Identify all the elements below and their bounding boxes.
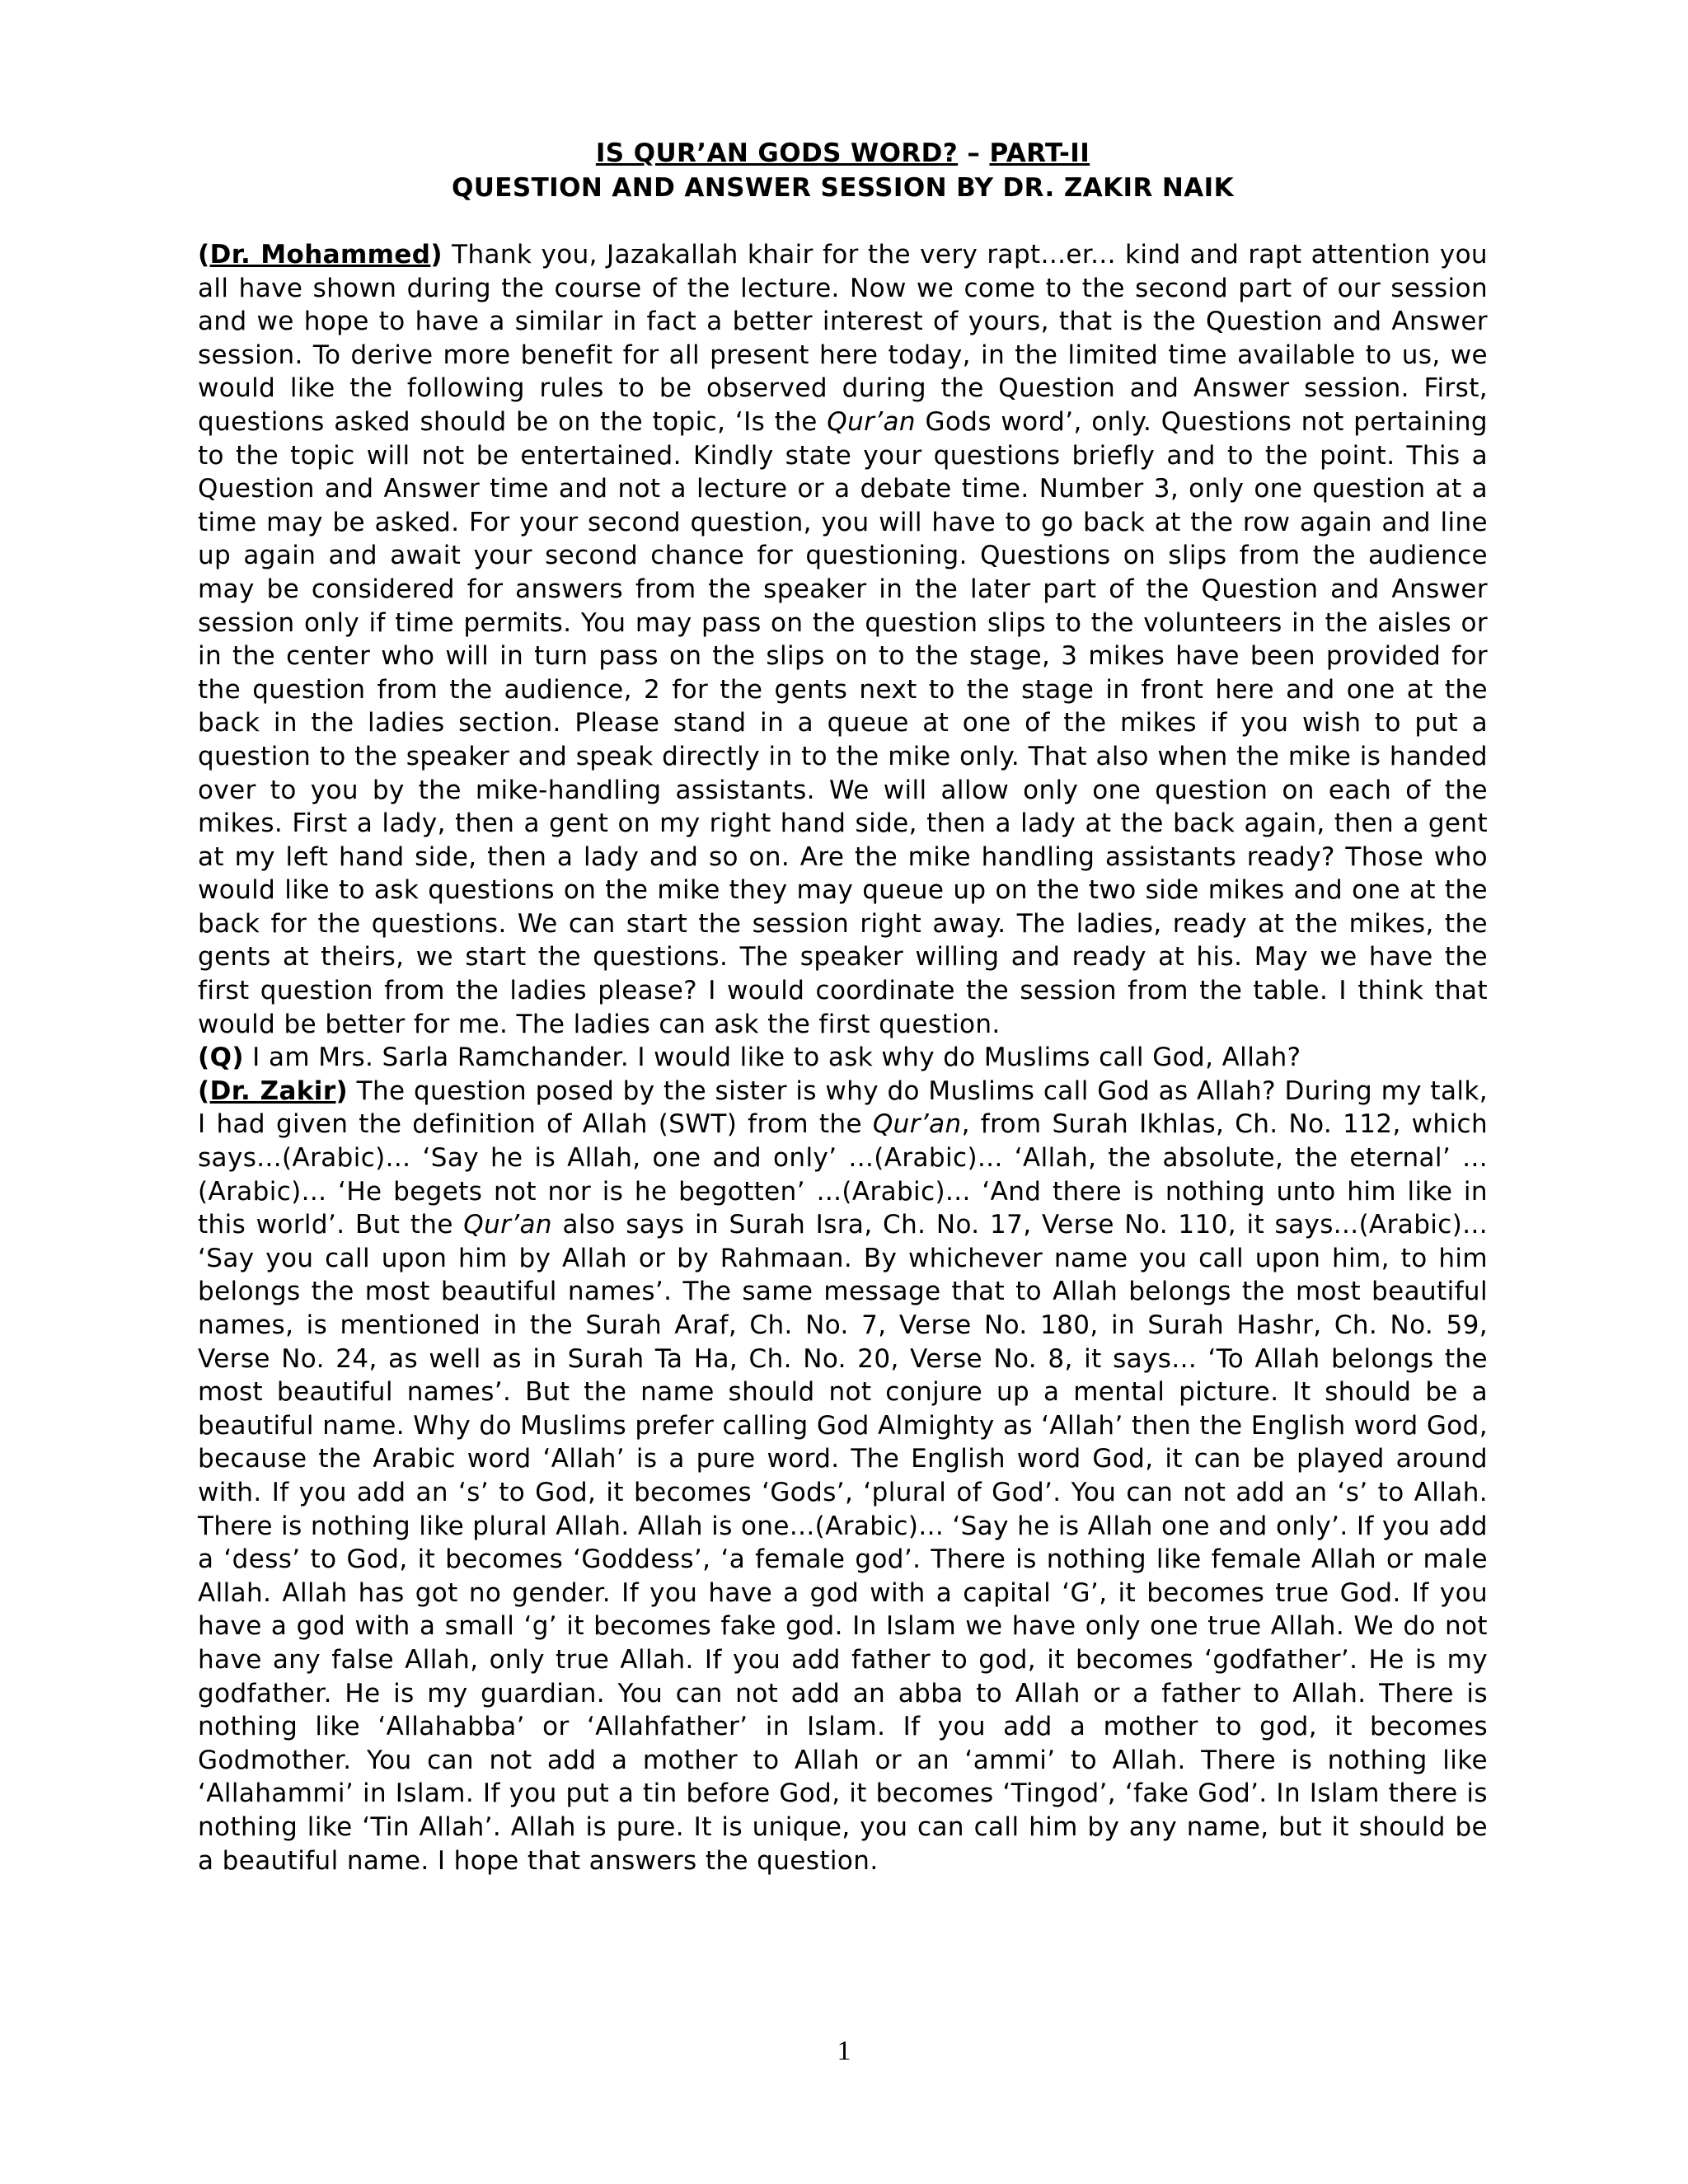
- document-page: [198, 136, 1488, 1877]
- title-part: PART-II: [989, 138, 1090, 168]
- page-number: 1: [837, 2036, 851, 2066]
- paragraph-dr-zakir: [198, 1075, 1488, 1877]
- speaker-open-paren: (: [198, 1076, 210, 1106]
- speaker-label: [198, 1076, 348, 1106]
- title-separator: –: [958, 138, 990, 168]
- paragraph-question: [198, 1041, 1488, 1075]
- paragraph-italic: Qur’an: [872, 1109, 962, 1140]
- paragraph-text: , from Surah Ikhlas, Ch. No. 112, which says...(Arabic)... ‘Say he is Allah, one and only’ ...(Arabic)... ‘Allah, the absolute, the eternal’ ...(Arabic)... ‘He begets not nor is he begotten’ ...(Arabic)... ‘And there is nothing unto him like in this world’. But the: [198, 1109, 1488, 1240]
- speaker-name: Dr. Mohammed: [209, 240, 431, 269]
- title-main: IS QUR’AN GODS WORD?: [595, 138, 959, 168]
- speaker-label: [198, 240, 443, 269]
- paragraph-italic: Qur’an: [827, 406, 916, 437]
- speaker-close-paren: ): [430, 240, 443, 269]
- paragraph-text: I am Mrs. Sarla Ramchander. I would like to ask why do Muslims call God, Allah?: [243, 1043, 1301, 1073]
- speaker-name: Dr. Zakir: [209, 1076, 336, 1106]
- paragraph-text: Thank you, Jazakallah khair for the very rapt...er... kind and rapt attention you all have shown during the course of the lecture. Now we come to the second part of our session and we hope to have a similar in fact a better interest of yours, that is the Question and Answer session. To derive more benefit for all present here today, in the limited time available to us, we would like the following rules to be observed during the Question and Answer session. First, questions asked should be on the topic, ‘Is the: [198, 240, 1488, 437]
- paragraph-dr-mohammed: [198, 238, 1488, 1041]
- title-line-1: [198, 136, 1488, 171]
- speaker-open-paren: (: [198, 240, 210, 269]
- document-title: [198, 136, 1488, 205]
- title-line-2: QUESTION AND ANSWER SESSION BY DR. ZAKIR NAIK: [451, 173, 1235, 203]
- paragraph-text: also says in Surah Isra, Ch. No. 17, Verse No. 110, it says...(Arabic)... ‘Say you call upon him by Allah or by Rahmaan. By whichever name you call upon him, to him belongs the most beautiful names’. The same message that to Allah belongs the most beautiful names, is mentioned in the Surah Araf, Ch. No. 7, Verse No. 180, in Surah Hashr, Ch. No. 59, Verse No. 24, as well as in Surah Ta Ha, Ch. No. 20, Verse No. 8, it says... ‘To Allah belongs the most beautiful names’. But the name should not conjure up a mental picture. It should be a beautiful name. Why do Muslims prefer calling God Almighty as ‘Allah’ then the English word God, because the Arabic word ‘Allah’ is a pure word. The English word God, it can be played around with. If you add an ‘s’ to God, it becomes ‘Gods’, ‘plural of God’. You can not add an ‘s’ to Allah. There is nothing like plural Allah. Allah is one...(Arabic)... ‘Say he is Allah one and only’. If you add a ‘dess’ to God, it becomes ‘Goddess’, ‘a female god’. There is nothing like female Allah or male Allah. Allah has got no gender. If you have a god with a capital ‘G’, it becomes true God. If you have a god with a small ‘g’ it becomes fake god. In Islam we have only one true Allah. We do not have any false Allah, only true Allah. If you add father to god, it becomes ‘godfather’. He is my godfather. He is my guardian. You can not add an abba to Allah or a father to Allah. There is nothing like ‘Allahabba’ or ‘Allahfather’ in Islam. If you add a mother to god, it becomes Godmother. You can not add a mother to Allah or an ‘ammi’ to Allah. There is nothing like ‘Allahammi’ in Islam. If you put a tin before God, it becomes ‘Tingod’, ‘fake God’. In Islam there is nothing like ‘Tin Allah’. Allah is pure. It is unique, you can call him by any name, but it should be a beautiful name. I hope that answers the question.: [198, 1210, 1488, 1876]
- paragraph-text: The question posed by the sister is why do Muslims call God as Allah? During my talk, I had given the definition of Allah (SWT) from the: [198, 1076, 1488, 1140]
- paragraph-italic: Qur’an: [463, 1210, 552, 1240]
- speaker-close-paren: ): [335, 1076, 349, 1106]
- speaker-label: (Q): [198, 1043, 244, 1073]
- paragraph-text: Gods word’, only. Questions not pertaining to the topic will not be entertained. Kindly state your questions briefly and to the point. This a Question and Answer time and not a lecture or a debate time. Number 3, only one question at a time may be asked. For your second question, you will have to go back at the row again and line up again and await your second chance for questioning. Questions on slips from the audience may be considered for answers from the speaker in the later part of the Question and Answer session only if time permits. You may pass on the question slips to the volunteers in the aisles or in the center who will in turn pass on the slips on to the stage, 3 mikes have been provided for the question from the audience, 2 for the gents next to the stage in front here and one at the back in the ladies section. Please stand in a queue at one of the mikes if you wish to put a question to the speaker and speak directly in to the mike only. That also when the mike is handed over to you by the mike-handling assistants. We will allow only one question on each of the mikes. First a lady, then a gent on my right hand side, then a lady at the back again, then a gent at my left hand side, then a lady and so on. Are the mike handling assistants ready? Those who would like to ask questions on the mike they may queue up on the two side mikes and one at the back for the questions. We can start the session right away. The ladies, ready at the mikes, the gents at theirs, we start the questions. The speaker willing and ready at his. May we have the first question from the ladies please? I would coordinate the session from the table. I think that would be better for me. The ladies can ask the first question.: [198, 406, 1488, 1039]
